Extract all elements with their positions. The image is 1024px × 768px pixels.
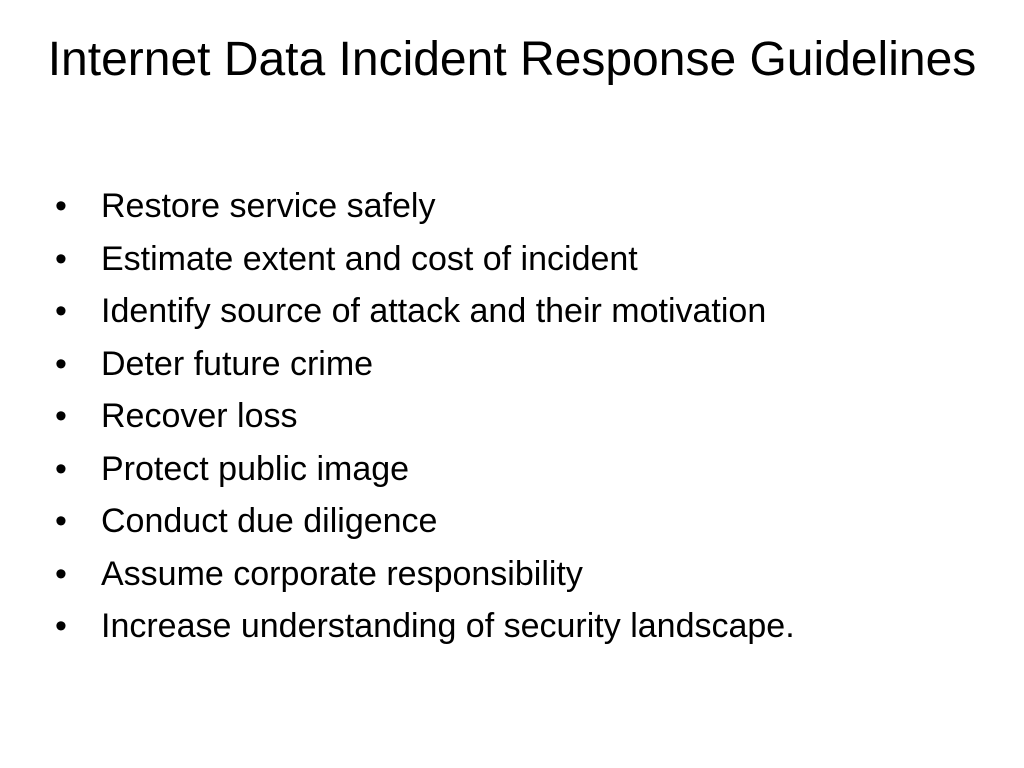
bullet-icon: •: [55, 344, 67, 383]
bullet-item: [55, 338, 985, 391]
bullet-item: [55, 443, 985, 496]
bullet-list: [55, 180, 985, 653]
bullet-text: Increase understanding of security landscape.: [101, 607, 795, 645]
bullet-text: Deter future crime: [101, 344, 374, 383]
bullet-icon: •: [55, 554, 67, 593]
bullet-text: Recover loss: [101, 397, 298, 435]
bullet-item: [55, 548, 985, 601]
bullet-icon: •: [55, 502, 67, 540]
bullet-text: Assume corporate responsibility: [101, 554, 583, 593]
bullet-text: Restore service safely: [101, 187, 436, 225]
bullet-text: Protect public image: [101, 449, 410, 488]
bullet-item: [55, 233, 985, 286]
slide-title: Internet Data Incident Response Guidelines: [47, 33, 977, 86]
bullet-item: [55, 180, 985, 233]
bullet-icon: •: [55, 292, 67, 330]
bullet-icon: •: [55, 607, 67, 645]
bullet-item: [55, 600, 985, 653]
bullet-item: [55, 495, 985, 548]
bullet-item: [55, 390, 985, 443]
bullet-icon: •: [55, 187, 67, 225]
bullet-icon: •: [55, 449, 67, 488]
bullet-text: Conduct due diligence: [101, 502, 438, 540]
bullet-text: Identify source of attack and their motivation: [101, 292, 767, 330]
bullet-text: Estimate extent and cost of incident: [101, 239, 638, 278]
bullet-icon: •: [55, 397, 67, 435]
bullet-item: [55, 285, 985, 338]
bullet-icon: •: [55, 239, 67, 278]
